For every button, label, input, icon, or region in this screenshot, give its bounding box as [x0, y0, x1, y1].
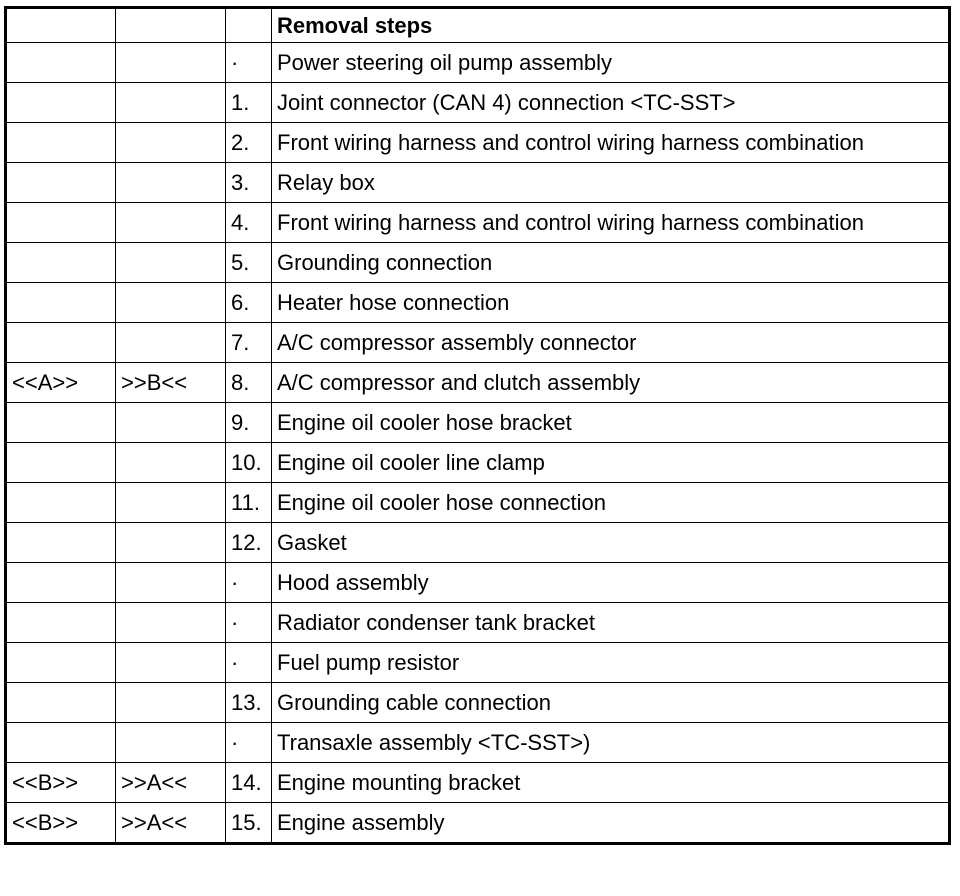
table-row — [6, 203, 950, 243]
installation-service-mark-cell: >>A<< — [116, 803, 226, 844]
removal-service-mark-cell — [6, 523, 116, 563]
installation-service-mark-cell — [116, 723, 226, 763]
removal-service-mark-cell — [6, 643, 116, 683]
installation-service-mark-cell: >>B<< — [116, 363, 226, 403]
installation-service-mark-cell — [116, 83, 226, 123]
header-removal-steps-cell: Removal steps — [272, 8, 950, 43]
table-row — [6, 803, 950, 844]
table-row — [6, 443, 950, 483]
step-number-cell: 11. — [226, 483, 272, 523]
installation-service-mark-cell — [116, 483, 226, 523]
table-row — [6, 643, 950, 683]
table-row — [6, 123, 950, 163]
table-row — [6, 603, 950, 643]
installation-service-mark-cell — [116, 523, 226, 563]
table-header-row — [6, 8, 950, 43]
table-row — [6, 243, 950, 283]
step-number-cell: 2. — [226, 123, 272, 163]
step-description-cell: Front wiring harness and control wiring harness combination — [272, 123, 950, 163]
step-number-cell: 5. — [226, 243, 272, 283]
step-description-cell: Engine mounting bracket — [272, 763, 950, 803]
removal-service-mark-cell — [6, 723, 116, 763]
table-row — [6, 563, 950, 603]
installation-service-mark-cell — [116, 123, 226, 163]
table-row — [6, 723, 950, 763]
step-description-cell: Engine assembly — [272, 803, 950, 844]
step-number-cell: 9. — [226, 403, 272, 443]
step-description-cell: Engine oil cooler hose bracket — [272, 403, 950, 443]
step-description-cell: Front wiring harness and control wiring harness combination — [272, 203, 950, 243]
table-row — [6, 403, 950, 443]
installation-service-mark-cell — [116, 443, 226, 483]
removal-service-mark-cell — [6, 403, 116, 443]
installation-service-mark-cell — [116, 643, 226, 683]
step-description-cell: A/C compressor assembly connector — [272, 323, 950, 363]
step-number-cell: 8. — [226, 363, 272, 403]
step-number-cell: 14. — [226, 763, 272, 803]
step-number-cell: 4. — [226, 203, 272, 243]
removal-service-mark-cell — [6, 443, 116, 483]
header-removal-mark-cell — [6, 8, 116, 43]
table-row — [6, 523, 950, 563]
step-number-cell: · — [226, 603, 272, 643]
table-row — [6, 283, 950, 323]
step-description-cell: Grounding connection — [272, 243, 950, 283]
step-number-cell: 13. — [226, 683, 272, 723]
removal-steps-table-body — [6, 8, 950, 844]
step-description-cell: Relay box — [272, 163, 950, 203]
step-number-cell: · — [226, 43, 272, 83]
installation-service-mark-cell — [116, 603, 226, 643]
step-number-cell: 12. — [226, 523, 272, 563]
removal-service-mark-cell — [6, 243, 116, 283]
step-number-cell: · — [226, 563, 272, 603]
step-number-cell: · — [226, 643, 272, 683]
installation-service-mark-cell — [116, 163, 226, 203]
step-description-cell: A/C compressor and clutch assembly — [272, 363, 950, 403]
removal-service-mark-cell: <<A>> — [6, 363, 116, 403]
table-row — [6, 763, 950, 803]
installation-service-mark-cell — [116, 243, 226, 283]
removal-service-mark-cell: <<B>> — [6, 803, 116, 844]
table-row — [6, 83, 950, 123]
removal-service-mark-cell — [6, 43, 116, 83]
removal-steps-table — [4, 6, 951, 845]
step-description-cell: Power steering oil pump assembly — [272, 43, 950, 83]
step-description-cell: Hood assembly — [272, 563, 950, 603]
step-description-cell: Engine oil cooler line clamp — [272, 443, 950, 483]
step-number-cell: 1. — [226, 83, 272, 123]
step-description-cell: Heater hose connection — [272, 283, 950, 323]
table-row — [6, 683, 950, 723]
removal-service-mark-cell — [6, 203, 116, 243]
step-description-cell: Radiator condenser tank bracket — [272, 603, 950, 643]
step-number-cell: · — [226, 723, 272, 763]
table-row — [6, 163, 950, 203]
table-row — [6, 483, 950, 523]
removal-service-mark-cell — [6, 163, 116, 203]
step-number-cell: 15. — [226, 803, 272, 844]
table-row — [6, 323, 950, 363]
installation-service-mark-cell: >>A<< — [116, 763, 226, 803]
table-row — [6, 43, 950, 83]
removal-service-mark-cell — [6, 483, 116, 523]
installation-service-mark-cell — [116, 563, 226, 603]
installation-service-mark-cell — [116, 403, 226, 443]
step-number-cell: 10. — [226, 443, 272, 483]
installation-service-mark-cell — [116, 43, 226, 83]
removal-service-mark-cell — [6, 283, 116, 323]
step-number-cell: 3. — [226, 163, 272, 203]
removal-service-mark-cell: <<B>> — [6, 763, 116, 803]
removal-service-mark-cell — [6, 603, 116, 643]
step-description-cell: Grounding cable connection — [272, 683, 950, 723]
step-description-cell: Transaxle assembly <TC-SST>) — [272, 723, 950, 763]
table-row — [6, 363, 950, 403]
removal-service-mark-cell — [6, 323, 116, 363]
step-description-cell: Engine oil cooler hose connection — [272, 483, 950, 523]
step-description-cell: Gasket — [272, 523, 950, 563]
removal-service-mark-cell — [6, 83, 116, 123]
installation-service-mark-cell — [116, 283, 226, 323]
step-description-cell: Joint connector (CAN 4) connection <TC-SST> — [272, 83, 950, 123]
step-number-cell: 6. — [226, 283, 272, 323]
installation-service-mark-cell — [116, 203, 226, 243]
step-description-cell: Fuel pump resistor — [272, 643, 950, 683]
installation-service-mark-cell — [116, 683, 226, 723]
installation-service-mark-cell — [116, 323, 226, 363]
header-install-mark-cell — [116, 8, 226, 43]
step-number-cell: 7. — [226, 323, 272, 363]
removal-service-mark-cell — [6, 683, 116, 723]
header-number-cell — [226, 8, 272, 43]
removal-service-mark-cell — [6, 563, 116, 603]
removal-service-mark-cell — [6, 123, 116, 163]
